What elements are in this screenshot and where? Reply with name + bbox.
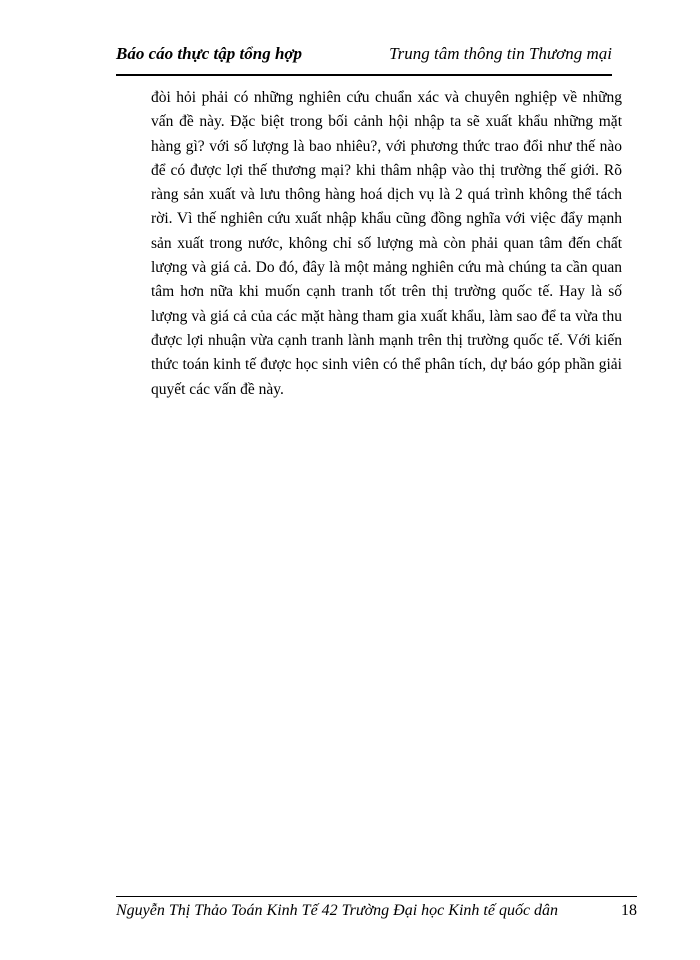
body-paragraph: đòi hỏi phải có những nghiên cứu chuẩn xác và chuyên nghiệp về những vấn đề này. Đặc biệt trong bối cảnh hội nhập ta sẽ xuất khẩu những mặt hàng gì? với số lượng là bao nhiêu?, với phương thức trao đổi như thế nào để có được lợi thế thương mại? khi thâm nhập vào thị trường thế giới. Rõ ràng sản xuất và lưu thông hàng hoá dịch vụ là 2 quá trình không thể tách rời. Vì thế nghiên cứu xuất nhập khẩu cũng đồng nghĩa với việc đẩy mạnh sản xuất trong nước, không chỉ số lượng mà còn phải quan tâm đến chất lượng và giá cả. Do đó, đây là một mảng nghiên cứu mà chúng ta cần quan tâm hơn nữa khi muốn cạnh tranh tốt trên thị trường quốc tế. Hay là số lượng và giá cả của các mặt hàng tham gia xuất khẩu, làm sao để ta vừa thu được lợi nhuận vừa cạnh tranh lành mạnh trên thị trường quốc tế. Với kiến thức toán kinh tế được học sinh viên có thể phân tích, dự báo góp phần giải quyết các vấn đề này. <box>151 89 622 398</box>
header-organization: Trung tâm thông tin Thương mại <box>389 44 612 63</box>
body-text <box>151 86 622 402</box>
header-report-title: Báo cáo thực tập tổng hợp <box>116 44 303 63</box>
page-footer <box>116 896 637 925</box>
page-number: 18 <box>621 902 637 919</box>
footer-author-info: Nguyễn Thị Thảo Toán Kinh Tế 42 Trường Đại học Kinh tế quốc dân <box>116 902 559 919</box>
page-header <box>116 38 612 76</box>
